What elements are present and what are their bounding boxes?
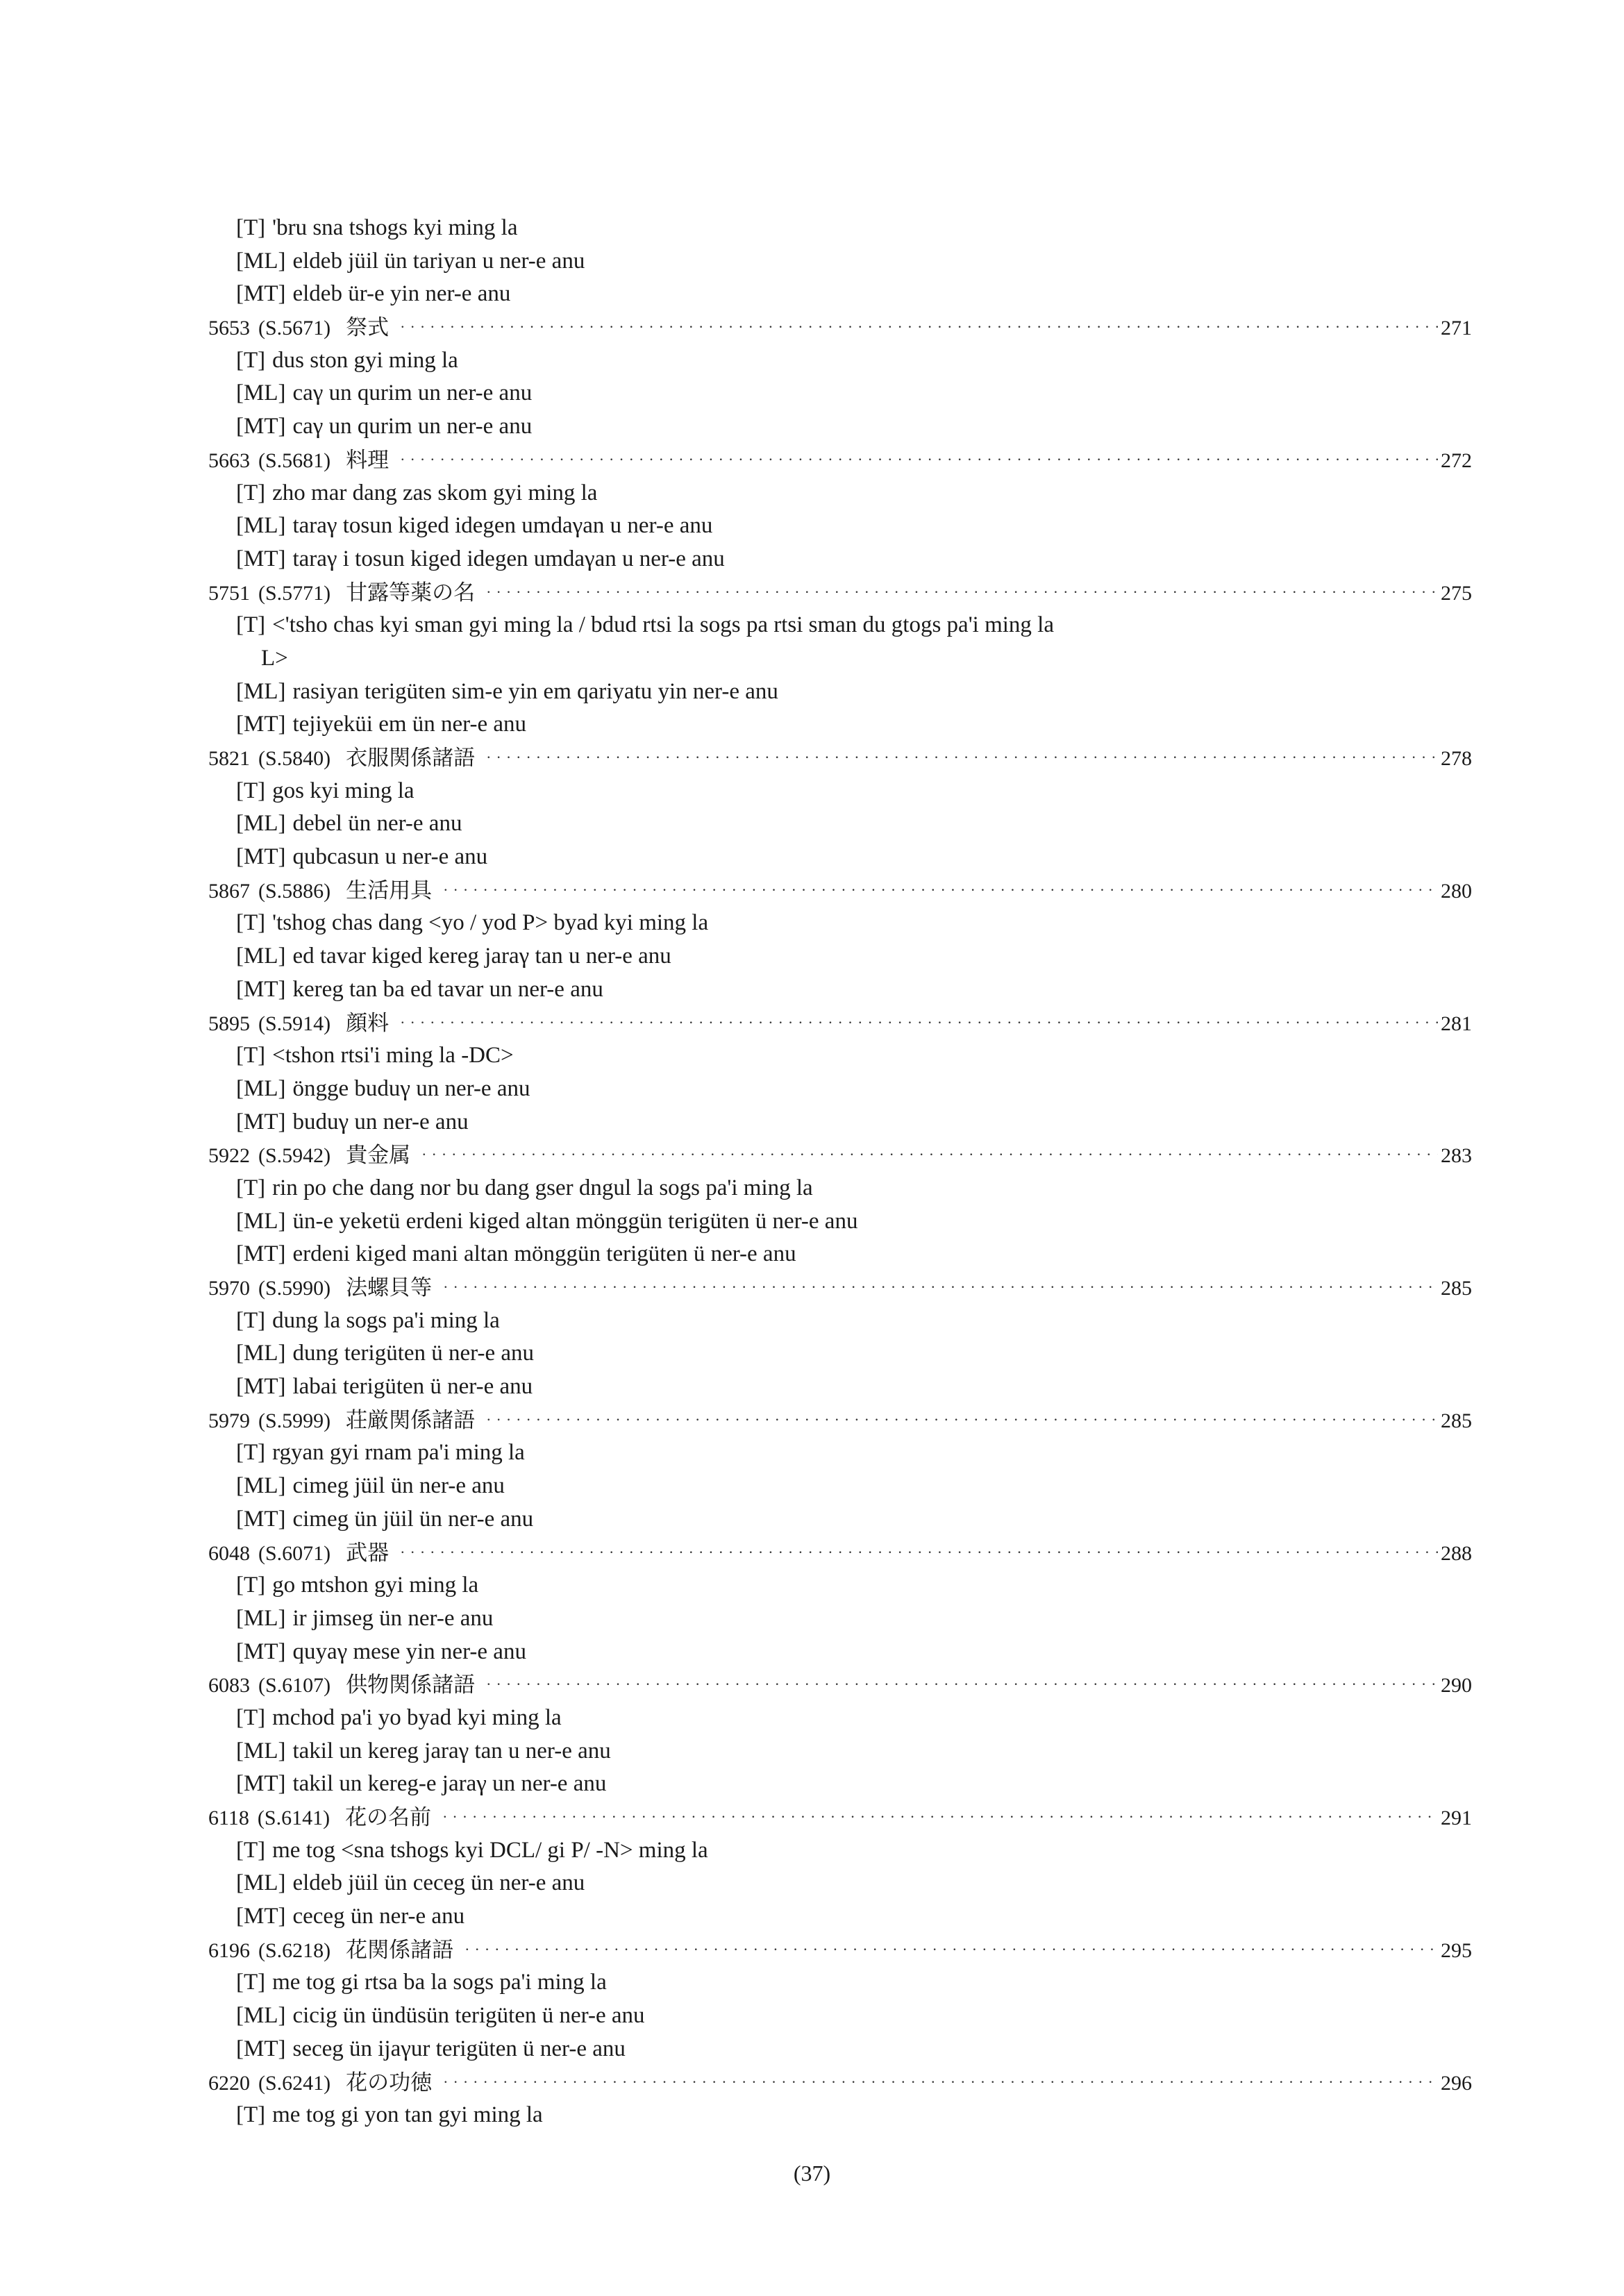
entry-heading	[208, 1934, 1472, 1967]
entry-line	[208, 2000, 1472, 2033]
entry-line	[208, 1768, 1472, 1801]
line-text: dus ston gyi ming la	[272, 347, 458, 373]
entry-line	[208, 775, 1472, 808]
entry-number: 5970	[208, 1277, 250, 1300]
line-tag: [ML]	[236, 944, 286, 969]
entry-heading	[208, 444, 1472, 477]
entry-line	[208, 2099, 1472, 2132]
line-tag: [ML]	[236, 1473, 286, 1499]
entry-line	[208, 245, 1472, 278]
entry-title: 祭式	[346, 315, 390, 340]
entry-line	[208, 1436, 1472, 1470]
entry-title: 料理	[346, 447, 390, 472]
entry-source-number: (S.6218)	[258, 1938, 331, 1962]
entry-line	[208, 377, 1472, 410]
line-text: <'tsho chas kyi sman gyi ming la / bdud rtsi la sogs pa rtsi sman du gtogs pa'i ming la	[272, 612, 1054, 638]
line-text: go mtshon gyi ming la	[272, 1573, 479, 1598]
entry-number: 5979	[208, 1409, 250, 1432]
line-tag: [T]	[236, 480, 266, 505]
line-tag: [ML]	[236, 1870, 286, 1896]
entry-number: 6048	[208, 1541, 250, 1565]
line-text: rgyan gyi rnam pa'i ming la	[272, 1440, 525, 1466]
entry-title: 花の名前	[345, 1805, 432, 1829]
entry-source-number: (S.5886)	[258, 879, 331, 903]
line-tag: [MT]	[236, 1771, 286, 1797]
line-text: eldeb ür-e yin ner-e anu	[292, 281, 511, 307]
line-text: cicig ün ündüsün terigüten ü ner-e anu	[292, 2003, 645, 2029]
entry-line	[208, 410, 1472, 444]
line-tag: [MT]	[236, 414, 286, 439]
entry-title: 顔料	[346, 1010, 390, 1035]
entry-source-number: (S.5999)	[258, 1409, 331, 1432]
line-tag: [T]	[236, 1307, 266, 1333]
entry-line	[208, 841, 1472, 874]
entry-source-number: (S.6071)	[258, 1541, 331, 1565]
entry-page: 278	[1441, 747, 1472, 770]
entry-line	[208, 477, 1472, 510]
entry-heading	[208, 311, 1472, 344]
line-text: me tog gi rtsa ba la sogs pa'i ming la	[272, 1970, 607, 1995]
line-tag: [T]	[236, 215, 266, 240]
line-tag: [MT]	[236, 976, 286, 1002]
line-text: seceg ün ijaγur terigüten ü ner-e anu	[292, 2036, 626, 2061]
entry-title: 武器	[346, 1540, 390, 1565]
line-tag: [ML]	[236, 248, 286, 274]
line-tag: [MT]	[236, 844, 286, 870]
entry-line	[208, 907, 1472, 940]
dot-leader	[400, 310, 1438, 344]
line-tag: [T]	[236, 778, 266, 803]
dot-leader	[443, 2065, 1438, 2099]
dot-leader	[486, 741, 1438, 774]
dot-leader	[443, 1271, 1438, 1304]
dot-leader	[486, 1403, 1438, 1436]
entry-heading	[208, 1139, 1472, 1172]
line-tag: [T]	[236, 1043, 266, 1069]
entry-number: 5663	[208, 449, 250, 472]
dot-leader	[486, 576, 1438, 609]
entry-source-number: (S.6107)	[258, 1674, 331, 1698]
line-text: tejiyeküi em ün ner-e anu	[292, 712, 527, 737]
line-text: caγ un qurim un ner-e anu	[292, 414, 533, 439]
entry-line	[208, 1470, 1472, 1503]
entry-page: 285	[1441, 1277, 1472, 1300]
entry-number: 5922	[208, 1144, 250, 1168]
line-text: ir jimseg ün ner-e anu	[292, 1605, 494, 1631]
dot-leader	[442, 1800, 1438, 1834]
line-text: zho mar dang zas skom gyi ming la	[272, 480, 598, 505]
entry-number: 5821	[208, 747, 250, 770]
entry-line	[208, 1867, 1472, 1900]
line-tag: [MT]	[236, 1374, 286, 1400]
entry-line	[208, 1834, 1472, 1868]
entry-line	[208, 1602, 1472, 1636]
line-tag: [T]	[236, 1704, 266, 1730]
line-tag: [ML]	[236, 1075, 286, 1101]
entry-line	[208, 1106, 1472, 1139]
line-text: buduγ un ner-e anu	[292, 1109, 469, 1134]
line-text: <tshon rtsi'i ming la -DC>	[272, 1043, 514, 1069]
entry-title: 貴金属	[346, 1143, 411, 1168]
line-tag: [T]	[236, 612, 266, 638]
entry-title: 花の功徳	[346, 2070, 433, 2095]
entry-page: 280	[1441, 879, 1472, 903]
entry-line	[208, 1039, 1472, 1073]
entry-source-number: (S.5681)	[258, 449, 331, 472]
entry-title: 衣服関係諸語	[346, 746, 476, 770]
entry-source-number: (S.5990)	[258, 1277, 331, 1300]
line-text: 'tshog chas dang <yo / yod P> byad kyi ming la	[272, 910, 709, 936]
entry-line	[208, 1900, 1472, 1934]
line-text: takil un kereg-e jaraγ un ner-e anu	[292, 1771, 607, 1797]
entry-number: 5895	[208, 1012, 250, 1035]
entry-page: 288	[1441, 1541, 1472, 1565]
entry-number: 6118	[208, 1807, 249, 1829]
entry-heading	[208, 741, 1472, 775]
line-tag: [MT]	[236, 1506, 286, 1532]
entry-heading	[208, 2066, 1472, 2100]
line-tag: [ML]	[236, 1208, 286, 1234]
entry-number: 5867	[208, 879, 250, 903]
entry-line	[208, 1337, 1472, 1371]
line-tag: [ML]	[236, 811, 286, 837]
dot-leader	[421, 1138, 1438, 1171]
line-tag: [MT]	[236, 546, 286, 571]
line-text: labai terigüten ü ner-e anu	[292, 1374, 533, 1400]
entry-title: 甘露等薬の名	[346, 580, 476, 605]
line-text: kereg tan ba ed tavar un ner-e anu	[292, 976, 603, 1002]
entry-line	[208, 1966, 1472, 2000]
line-tag: [T]	[236, 1440, 266, 1466]
entry-number: 5653	[208, 317, 250, 340]
entry-heading	[208, 1801, 1472, 1834]
entry-source-number: (S.5914)	[258, 1012, 331, 1035]
page-number: (37)	[793, 2161, 831, 2186]
line-tag: [MT]	[236, 712, 286, 737]
entry-heading	[208, 1404, 1472, 1437]
entry-line	[208, 1569, 1472, 1602]
line-text: me tog <sna tshogs kyi DCL/ gi P/ -N> ming la	[272, 1837, 708, 1863]
line-text: mchod pa'i yo byad kyi ming la	[272, 1704, 562, 1730]
line-tag: [MT]	[236, 1241, 286, 1267]
entry-page: 291	[1441, 1807, 1472, 1829]
entry-line	[208, 1371, 1472, 1404]
entry-page: 271	[1441, 317, 1472, 340]
entry-source-number: (S.5840)	[258, 747, 331, 770]
entry-title: 荘厳関係諸語	[346, 1407, 476, 1432]
line-tag: [MT]	[236, 1109, 286, 1134]
line-text: ed tavar kiged kereg jaraγ tan u ner-e anu	[292, 944, 671, 969]
entry-source-number: (S.5942)	[258, 1144, 331, 1168]
line-text: cimeg ün jüil ün ner-e anu	[292, 1506, 534, 1532]
entry-line	[208, 1305, 1472, 1338]
line-text: taraγ tosun kiged idegen umdaγan u ner-e anu	[292, 513, 713, 539]
line-tag: [ML]	[236, 1341, 286, 1366]
entry-heading	[208, 1536, 1472, 1570]
entry-heading	[208, 1007, 1472, 1040]
line-text: eldeb jüil ün ceceg ün ner-e anu	[292, 1870, 585, 1896]
entry-line	[208, 1205, 1472, 1239]
line-text: gos kyi ming la	[272, 778, 415, 803]
dot-leader	[443, 873, 1438, 907]
entry-page: 296	[1441, 2071, 1472, 2095]
line-text: 'bru sna tshogs kyi ming la	[272, 215, 518, 240]
line-text: ceceg ün ner-e anu	[292, 1904, 465, 1929]
line-text: cimeg jüil ün ner-e anu	[292, 1473, 505, 1499]
line-tag: [ML]	[236, 678, 286, 704]
line-text: öngge buduγ un ner-e anu	[292, 1075, 530, 1101]
dot-leader	[400, 1536, 1438, 1569]
line-continuation: L>	[261, 645, 288, 671]
line-text: rasiyan terigüten sim-e yin em qariyatu yin ner-e anu	[292, 678, 778, 704]
entry-source-number: (S.5671)	[258, 317, 331, 340]
entry-line	[208, 1503, 1472, 1536]
entry-page: 290	[1441, 1674, 1472, 1698]
entry-source-number: (S.6141)	[257, 1807, 330, 1829]
entry-line	[208, 2033, 1472, 2066]
entry-title: 供物関係諸語	[346, 1673, 476, 1698]
entry-page: 285	[1441, 1409, 1472, 1432]
entry-page: 275	[1441, 581, 1472, 605]
line-text: ün-e yeketü erdeni kiged altan mönggün terigüten ü ner-e anu	[292, 1208, 858, 1234]
line-tag: [ML]	[236, 1605, 286, 1631]
entry-title: 花関係諸語	[346, 1937, 454, 1962]
entry-title: 生活用具	[346, 878, 433, 903]
entry-number: 6196	[208, 1938, 250, 1962]
line-tag: [T]	[236, 347, 266, 373]
entry-source-number: (S.5771)	[258, 581, 331, 605]
entry-line	[208, 1172, 1472, 1205]
entry-heading	[208, 1668, 1472, 1702]
entry-page: 283	[1441, 1144, 1472, 1168]
entry-line	[208, 973, 1472, 1007]
dot-leader	[464, 1933, 1438, 1966]
entry-heading	[208, 1271, 1472, 1305]
entry-page: 272	[1441, 449, 1472, 472]
line-text: eldeb jüil ün tariyan u ner-e anu	[292, 248, 585, 274]
line-tag: [ML]	[236, 2003, 286, 2029]
line-tag: [ML]	[236, 513, 286, 539]
line-text: takil un kereg jaraγ tan u ner-e anu	[292, 1738, 611, 1763]
entry-line	[208, 344, 1472, 378]
line-text: quyaγ mese yin ner-e anu	[292, 1639, 526, 1664]
line-text: caγ un qurim un ner-e anu	[292, 380, 533, 406]
line-text: dung terigüten ü ner-e anu	[292, 1341, 535, 1366]
entry-line	[208, 1702, 1472, 1735]
line-tag: [T]	[236, 910, 266, 936]
line-text: qubcasun u ner-e anu	[292, 844, 488, 870]
entry-line	[208, 212, 1472, 245]
line-text: dung la sogs pa'i ming la	[272, 1307, 500, 1333]
line-tag: [ML]	[236, 1738, 286, 1763]
entry-number: 6083	[208, 1674, 250, 1698]
line-text: rin po che dang nor bu dang gser dngul la sogs pa'i ming la	[272, 1175, 813, 1200]
line-text: taraγ i tosun kiged idegen umdaγan u ner-e anu	[292, 546, 725, 571]
entry-line	[208, 708, 1472, 741]
entry-line	[208, 676, 1472, 709]
entry-title: 法螺貝等	[346, 1275, 433, 1300]
entry-page: 281	[1441, 1012, 1472, 1035]
line-tag: [ML]	[236, 380, 286, 406]
line-tag: [MT]	[236, 281, 286, 307]
line-tag: [T]	[236, 1970, 266, 1995]
entry-line	[208, 1238, 1472, 1271]
entry-heading	[208, 576, 1472, 610]
line-text: erdeni kiged mani altan mönggün terigüten ü ner-e anu	[292, 1241, 796, 1267]
entry-line	[208, 1636, 1472, 1669]
line-tag: [MT]	[236, 2036, 286, 2061]
entry-heading	[208, 874, 1472, 907]
dot-leader	[400, 1006, 1438, 1039]
entry-line	[208, 807, 1472, 841]
entry-line	[208, 940, 1472, 973]
line-tag: [MT]	[236, 1904, 286, 1929]
entry-line	[208, 1735, 1472, 1768]
entry-line	[208, 543, 1472, 576]
entry-page: 295	[1441, 1938, 1472, 1962]
entry-line	[208, 278, 1472, 311]
line-tag: [T]	[236, 1175, 266, 1200]
dot-leader	[486, 1668, 1438, 1701]
line-tag: [T]	[236, 1837, 266, 1863]
line-text: debel ün ner-e anu	[292, 811, 462, 837]
line-tag: [T]	[236, 2102, 266, 2128]
dot-leader	[400, 443, 1438, 476]
line-text: me tog gi yon tan gyi ming la	[272, 2102, 543, 2128]
entry-number: 6220	[208, 2071, 250, 2095]
line-tag: [T]	[236, 1573, 266, 1598]
line-tag: [MT]	[236, 1639, 286, 1664]
entry-line	[208, 609, 1472, 642]
entry-line	[208, 1073, 1472, 1106]
entry-number: 5751	[208, 581, 250, 605]
entry-source-number: (S.6241)	[258, 2071, 331, 2095]
index-listing	[208, 212, 1472, 2132]
entry-line	[208, 510, 1472, 543]
